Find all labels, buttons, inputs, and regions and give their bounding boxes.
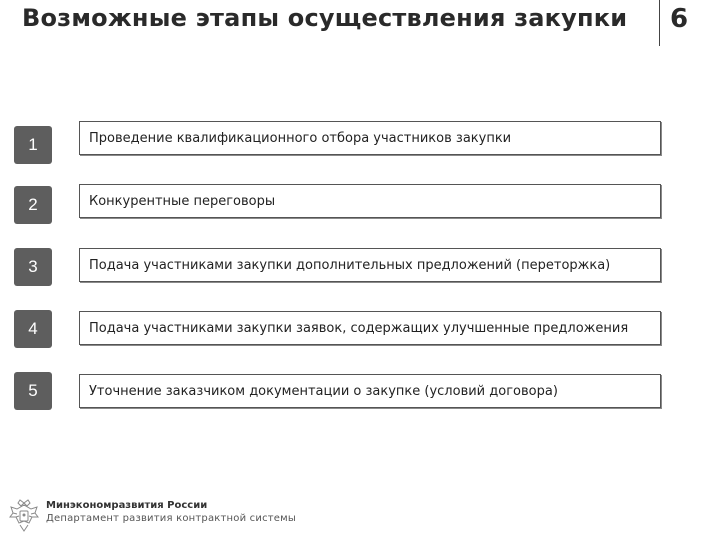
department-name: Департамент развития контрактной системы [46,513,296,524]
step-number-badge: 1 [14,126,52,164]
step-text-box: Конкурентные переговоры [79,184,661,218]
step-text-box: Проведение квалификационного отбора участников закупки [79,121,661,155]
step-number-badge: 5 [14,372,52,410]
step-text-box: Подача участниками закупки заявок, содержащих улучшенные предложения [79,311,661,345]
step-text-box: Подача участниками закупки дополнительных предложений (переторжка) [79,248,661,282]
step-number-badge: 2 [14,186,52,224]
coat-of-arms-icon [8,497,40,533]
slide-number: 6 [670,4,689,34]
slide-title: Возможные этапы осуществления закупки [22,4,628,32]
step-number-badge: 4 [14,310,52,348]
step-text-box: Уточнение заказчиком документации о закупке (условий договора) [79,374,661,408]
org-name: Минэкономразвития России [46,500,208,511]
step-number-badge: 3 [14,248,52,286]
title-divider [659,0,660,46]
